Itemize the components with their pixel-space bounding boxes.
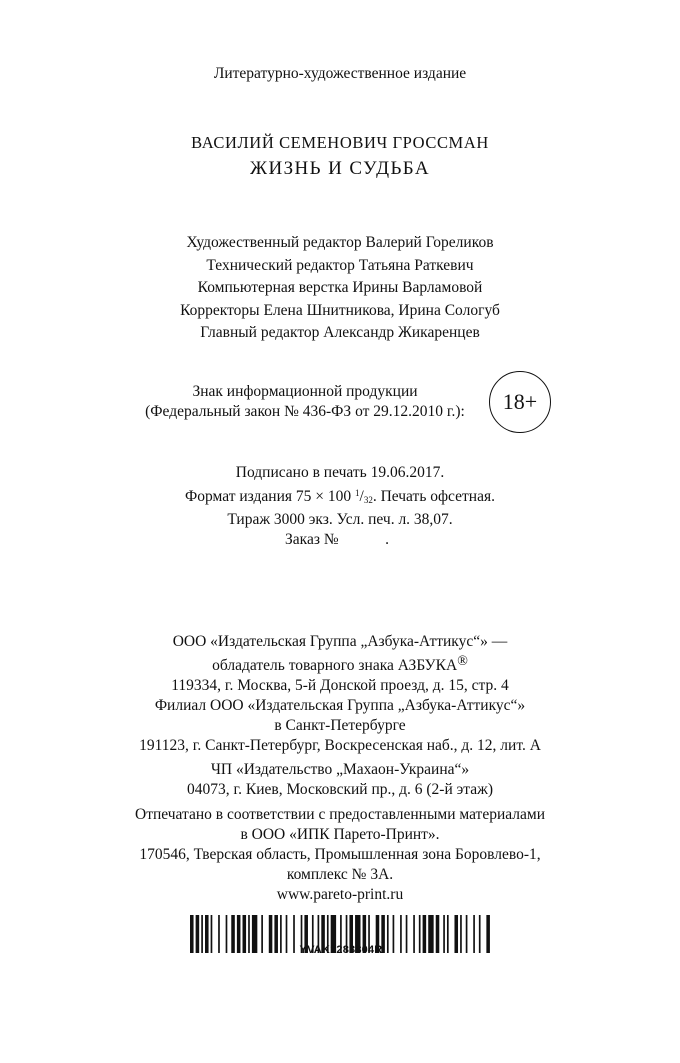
author-name: ВАСИЛИЙ СЕМЕНОВИЧ ГРОССМАН bbox=[191, 133, 489, 152]
format-sub: 32 bbox=[363, 495, 373, 505]
publisher-line2 bbox=[0, 652, 680, 676]
format-line bbox=[0, 483, 680, 510]
printer-line1: Отпечатано в соответствии с предоставленными материалами bbox=[135, 806, 545, 823]
printer-website: www.pareto-print.ru bbox=[276, 886, 404, 903]
credits-block bbox=[0, 232, 680, 345]
ukraine-block bbox=[0, 760, 680, 800]
credit-chief-editor: Главный редактор Александр Жикаренцев bbox=[200, 324, 480, 341]
format-sup: 1 bbox=[355, 488, 360, 498]
print-run: Тираж 3000 экз. Усл. печ. л. 38,07. bbox=[227, 511, 453, 528]
branch-block bbox=[0, 696, 680, 756]
credit-layout: Компьютерная верстка Ирины Варламовой bbox=[197, 279, 483, 296]
branch-line1: Филиал ООО «Издательская Группа „Азбука-Аттикус“» bbox=[154, 697, 526, 714]
publisher-block bbox=[0, 632, 680, 696]
ukraine-line1: ЧП «Издательство „Махаон-Украина“» bbox=[210, 761, 470, 778]
format-suffix: . Печать офсетная. bbox=[372, 488, 495, 505]
publisher-trademark: обладатель товарного знака АЗБУКА bbox=[212, 657, 458, 674]
book-title: ЖИЗНЬ И СУДЬБА bbox=[250, 158, 430, 179]
credit-tech-editor: Технический редактор Татьяна Раткевич bbox=[206, 256, 474, 274]
printer-line3: 170546, Тверская область, Промышленная зона Боровлево-1, bbox=[139, 846, 541, 863]
publisher-address: 119334, г. Москва, 5-й Донской проезд, д. 15, стр. 4 bbox=[171, 677, 509, 694]
printer-line2: в ООО «ИПК Парето-Принт». bbox=[240, 826, 440, 843]
ukraine-address: 04073, г. Киев, Московский пр., д. 6 (2-й этаж) bbox=[187, 781, 493, 798]
barcode-code: YVAK1283804R bbox=[299, 944, 383, 956]
branch-line2: в Санкт-Петербурге bbox=[274, 717, 406, 734]
credit-art-editor: Художественный редактор Валерий Гореликов bbox=[186, 234, 494, 251]
format-slash: / bbox=[359, 488, 364, 505]
genre-label: Литературно-художественное издание bbox=[213, 65, 467, 82]
printer-block bbox=[0, 805, 680, 905]
signed-date: Подписано в печать 19.06.2017. bbox=[235, 464, 445, 481]
format-prefix: Формат издания 75 × 100 bbox=[185, 488, 356, 505]
age-rating-line2: (Федеральный закон № 436-ФЗ от 29.12.2010 г.): bbox=[145, 403, 465, 420]
branch-address: 191123, г. Санкт-Петербург, Воскресенская наб., д. 12, лит. А bbox=[139, 737, 541, 754]
print-info-block bbox=[0, 463, 680, 550]
publisher-line1: ООО «Издательская Группа „Азбука-Аттикус“» — bbox=[172, 633, 508, 650]
registered-mark: ® bbox=[457, 654, 468, 669]
printer-line4: комплекс № 3А. bbox=[286, 866, 394, 883]
order-text: Заказ № . bbox=[285, 531, 389, 548]
age-rating-badge: 18+ bbox=[489, 371, 551, 433]
age-rating-text bbox=[120, 382, 490, 422]
age-rating-line1: Знак информационной продукции bbox=[192, 383, 418, 400]
credit-proofreaders: Корректоры Елена Шнитникова, Ирина Сологуб bbox=[180, 301, 500, 319]
order-number bbox=[0, 530, 677, 550]
